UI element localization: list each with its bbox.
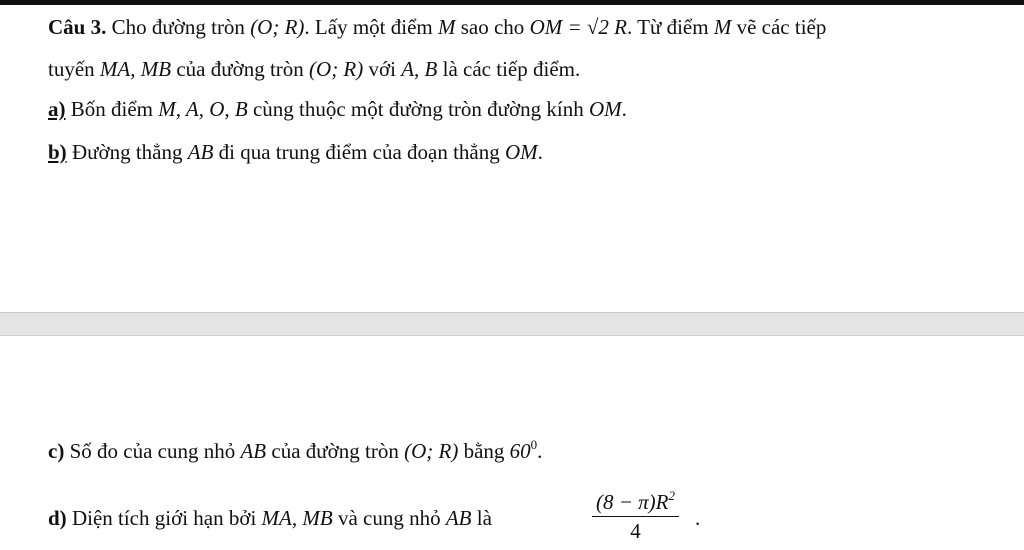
- statement-a: [48, 96, 627, 122]
- segment-om: OM: [505, 140, 538, 164]
- circle-notation: (O; R): [309, 57, 364, 81]
- question-text: . Lấy một điểm: [304, 15, 438, 39]
- statement-text: .: [537, 140, 543, 164]
- question-label: Câu 3.: [48, 15, 107, 39]
- statement-text: đi qua trung điểm của đoạn thẳng: [213, 140, 505, 164]
- area-fraction: [592, 484, 679, 543]
- tangent-points: A, B: [401, 57, 438, 81]
- statement-text: .: [537, 439, 543, 463]
- question-text: . Từ điểm: [627, 15, 714, 39]
- statement-b: [48, 139, 543, 165]
- fraction-denominator: 4: [630, 519, 641, 543]
- question-text: Cho đường tròn: [106, 15, 251, 39]
- statement-d: [48, 505, 492, 531]
- circle-notation: (O; R): [404, 439, 459, 463]
- statement-label: b): [48, 140, 67, 164]
- statement-label: a): [48, 97, 66, 121]
- question-text: sao cho: [455, 15, 530, 39]
- circle-notation: (O; R): [250, 15, 305, 39]
- angle-value: 60: [509, 439, 531, 463]
- numerator-text: (8 − π)R: [596, 490, 669, 514]
- question-text: của đường tròn: [171, 57, 310, 81]
- tangent-lines: MA, MB: [261, 506, 333, 530]
- degree-mark: 0: [530, 437, 538, 452]
- point-m: M: [713, 15, 732, 39]
- statement-text: .: [695, 506, 701, 530]
- statement-text: bằng: [458, 439, 510, 463]
- fraction-numerator: [592, 484, 679, 517]
- statement-text: cùng thuộc một đường tròn đường kính: [247, 97, 589, 121]
- line-ab: AB: [187, 140, 214, 164]
- tangent-lines: MA, MB: [99, 57, 172, 81]
- statement-d-end: [695, 505, 700, 531]
- question-text: vẽ các tiếp: [731, 15, 827, 39]
- top-border: [0, 0, 1024, 5]
- statement-text: là: [471, 506, 492, 530]
- points-list: M, A, O, B: [158, 97, 248, 121]
- statement-text: và cung nhỏ: [332, 506, 446, 530]
- question-line-1: [48, 14, 826, 40]
- statement-text: Diện tích giới hạn bởi: [66, 506, 262, 530]
- question-text: tuyến: [48, 57, 100, 81]
- arc-ab: AB: [445, 506, 472, 530]
- statement-label: d): [48, 506, 67, 530]
- question-text: là các tiếp điểm.: [437, 57, 581, 81]
- statement-label: c): [48, 439, 65, 463]
- section-divider: [0, 312, 1024, 336]
- segment-om: OM: [588, 97, 622, 121]
- arc-ab: AB: [240, 439, 267, 463]
- statement-text: Số đo của cung nhỏ: [64, 439, 241, 463]
- question-line-2: [48, 56, 580, 82]
- exponent: 2: [668, 488, 676, 503]
- point-m: M: [437, 15, 456, 39]
- statement-c: [48, 432, 542, 464]
- statement-text: .: [621, 97, 627, 121]
- om-equation: OM = √2 R: [529, 15, 627, 39]
- statement-text: Bốn điểm: [65, 97, 159, 121]
- statement-text: Đường thẳng: [66, 140, 188, 164]
- question-text: với: [363, 57, 402, 81]
- statement-text: của đường tròn: [266, 439, 405, 463]
